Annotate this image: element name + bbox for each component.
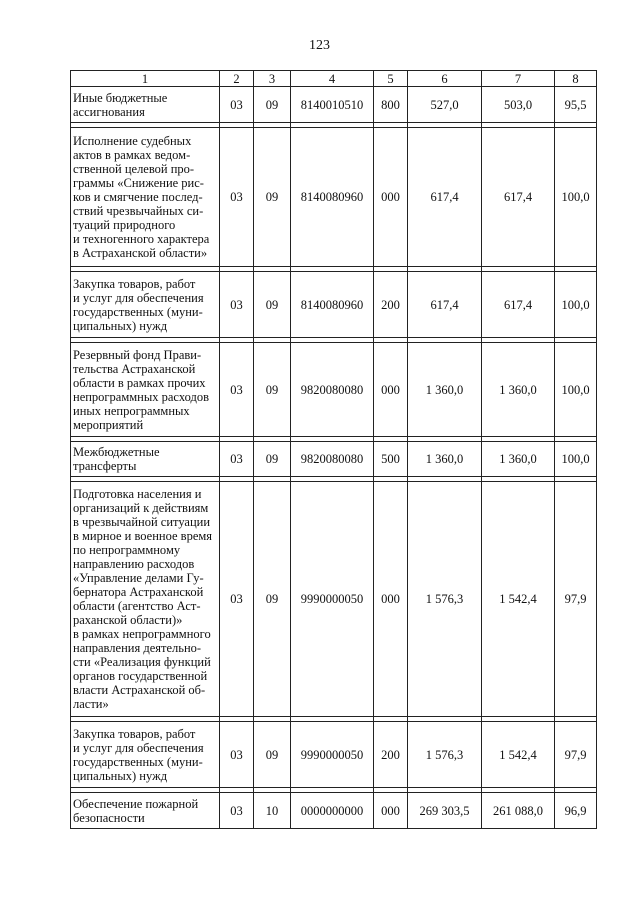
cell-c2: 03 — [220, 482, 254, 717]
header-col-6: 6 — [408, 71, 482, 87]
header-col-7: 7 — [482, 71, 555, 87]
cell-c7: 1 360,0 — [482, 442, 555, 477]
table-row — [71, 793, 597, 829]
table-row — [71, 442, 597, 477]
cell-c3: 09 — [254, 722, 291, 788]
cell-c6: 527,0 — [408, 87, 482, 123]
budget-table — [70, 70, 597, 829]
cell-c4: 8140080960 — [291, 128, 374, 267]
cell-c8: 100,0 — [555, 442, 597, 477]
header-row — [71, 71, 597, 87]
cell-c5: 000 — [374, 482, 408, 717]
cell-c4: 9990000050 — [291, 722, 374, 788]
cell-c6: 1 360,0 — [408, 343, 482, 437]
cell-c5: 200 — [374, 722, 408, 788]
header-col-4: 4 — [291, 71, 374, 87]
cell-c8: 96,9 — [555, 793, 597, 829]
cell-c7: 1 542,4 — [482, 722, 555, 788]
cell-c3: 09 — [254, 272, 291, 338]
table-row — [71, 343, 597, 437]
cell-c7: 617,4 — [482, 128, 555, 267]
table-row — [71, 128, 597, 267]
cell-c4: 9990000050 — [291, 482, 374, 717]
header-col-3: 3 — [254, 71, 291, 87]
row-name: Иные бюджетные ассигнования — [71, 87, 220, 123]
cell-c6: 617,4 — [408, 128, 482, 267]
cell-c4: 9820080080 — [291, 442, 374, 477]
header-col-1: 1 — [71, 71, 220, 87]
cell-c2: 03 — [220, 128, 254, 267]
cell-c3: 09 — [254, 482, 291, 717]
header-col-5: 5 — [374, 71, 408, 87]
cell-c2: 03 — [220, 87, 254, 123]
cell-c6: 1 576,3 — [408, 722, 482, 788]
cell-c4: 9820080080 — [291, 343, 374, 437]
cell-c6: 1 360,0 — [408, 442, 482, 477]
header-col-2: 2 — [220, 71, 254, 87]
cell-c7: 503,0 — [482, 87, 555, 123]
cell-c3: 09 — [254, 87, 291, 123]
cell-c8: 100,0 — [555, 343, 597, 437]
cell-c8: 95,5 — [555, 87, 597, 123]
cell-c7: 261 088,0 — [482, 793, 555, 829]
cell-c7: 1 542,4 — [482, 482, 555, 717]
row-name: Резервный фонд Прави- тельства Астраханской области в рамках прочих непрограммных расходов иных непрограммных мероприятий — [71, 343, 220, 437]
cell-c8: 97,9 — [555, 722, 597, 788]
row-name: Закупка товаров, работ и услуг для обеспечения государственных (муни- ципальных) нужд — [71, 722, 220, 788]
cell-c4: 8140010510 — [291, 87, 374, 123]
cell-c6: 269 303,5 — [408, 793, 482, 829]
cell-c5: 200 — [374, 272, 408, 338]
cell-c2: 03 — [220, 722, 254, 788]
cell-c3: 09 — [254, 128, 291, 267]
cell-c5: 500 — [374, 442, 408, 477]
cell-c5: 000 — [374, 793, 408, 829]
cell-c4: 0000000000 — [291, 793, 374, 829]
page-number: 123 — [309, 38, 330, 53]
cell-c8: 97,9 — [555, 482, 597, 717]
cell-c3: 10 — [254, 793, 291, 829]
cell-c5: 800 — [374, 87, 408, 123]
header-col-8: 8 — [555, 71, 597, 87]
cell-c3: 09 — [254, 343, 291, 437]
table-row — [71, 722, 597, 788]
table-row — [71, 482, 597, 717]
cell-c7: 617,4 — [482, 272, 555, 338]
cell-c2: 03 — [220, 442, 254, 477]
cell-c3: 09 — [254, 442, 291, 477]
cell-c4: 8140080960 — [291, 272, 374, 338]
table-row — [71, 87, 597, 123]
cell-c7: 1 360,0 — [482, 343, 555, 437]
row-name: Подготовка населения и организаций к действиям в чрезвычайной ситуации в мирное и военное время по непрограммному направлению расходов «Управление делами Гу- бернатора Астраханской области (агентство Аст- раханской области)» в рамках непрограммного направления деятельно- сти «Реализация функций органов государственной власти Астраханской об- ласти» — [71, 482, 220, 717]
cell-c6: 617,4 — [408, 272, 482, 338]
row-name: Исполнение судебных актов в рамках ведом- ственной целевой про- граммы «Снижение рис- ков и смягчение послед- ствий чрезвычайных си- туаций природного и техногенного характера в Астраханской области» — [71, 128, 220, 267]
row-name: Обеспечение пожарной безопасности — [71, 793, 220, 829]
cell-c2: 03 — [220, 272, 254, 338]
cell-c5: 000 — [374, 343, 408, 437]
cell-c2: 03 — [220, 343, 254, 437]
cell-c8: 100,0 — [555, 272, 597, 338]
cell-c6: 1 576,3 — [408, 482, 482, 717]
row-name: Закупка товаров, работ и услуг для обеспечения государственных (муни- ципальных) нужд — [71, 272, 220, 338]
cell-c5: 000 — [374, 128, 408, 267]
cell-c2: 03 — [220, 793, 254, 829]
cell-c8: 100,0 — [555, 128, 597, 267]
row-name: Межбюджетные трансферты — [71, 442, 220, 477]
table-row — [71, 272, 597, 338]
